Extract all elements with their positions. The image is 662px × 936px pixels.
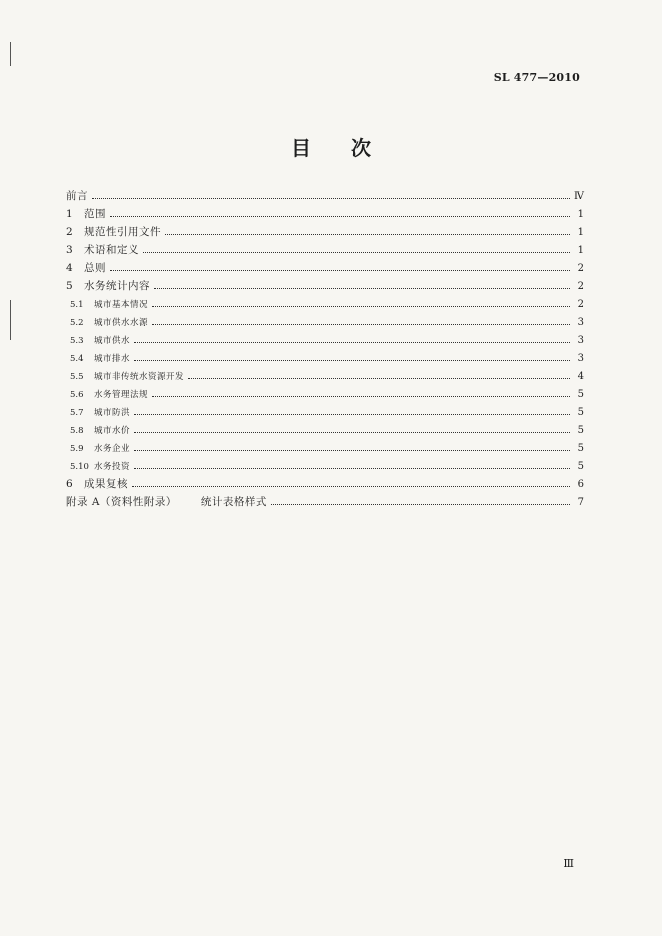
toc-entry-number: 5.10 xyxy=(70,462,89,472)
toc-entry-label: 城市排水 xyxy=(94,354,131,364)
toc-entry-number: 3 xyxy=(66,244,73,256)
toc-entry[interactable] xyxy=(66,205,584,223)
title-char-2: 次 xyxy=(351,136,371,160)
toc-entry-label: 水务投资 xyxy=(94,462,131,472)
standard-code: SL 477—2010 xyxy=(493,71,580,84)
toc-entry[interactable] xyxy=(66,385,584,403)
toc-entry-label: 城市水价 xyxy=(94,426,131,436)
toc-leader-dots xyxy=(152,313,570,325)
toc-entry[interactable] xyxy=(66,313,584,331)
toc-leader-dots xyxy=(165,223,570,235)
toc-entry[interactable] xyxy=(66,223,584,241)
toc-entry[interactable] xyxy=(66,439,584,457)
toc-leader-dots xyxy=(134,349,570,361)
title-char-1: 目 xyxy=(291,136,311,160)
toc-entry-number: 5.9 xyxy=(70,444,84,454)
table-of-contents xyxy=(66,187,584,511)
toc-leader-dots xyxy=(188,367,570,379)
toc-entry-number: 5 xyxy=(66,280,73,292)
toc-leader-dots xyxy=(152,295,570,307)
toc-entry-label: 城市供水 xyxy=(94,336,131,346)
toc-leader-dots xyxy=(110,259,570,271)
toc-entry[interactable] xyxy=(66,259,584,277)
toc-entry-page: 1 xyxy=(577,227,584,238)
toc-entry[interactable] xyxy=(66,349,584,367)
toc-entry-label: 范围 xyxy=(84,208,106,220)
toc-entry[interactable] xyxy=(66,295,584,313)
toc-entry-label: 前言 xyxy=(66,190,88,202)
toc-entry-page: 5 xyxy=(577,389,584,400)
toc-leader-dots xyxy=(271,493,570,505)
toc-entry-page: 5 xyxy=(577,461,584,472)
toc-entry-label: 水务管理法规 xyxy=(94,390,149,400)
toc-leader-dots xyxy=(154,277,570,289)
toc-entry[interactable] xyxy=(66,241,584,259)
scan-edge-mark xyxy=(10,300,11,340)
toc-entry-page: 2 xyxy=(577,299,584,310)
toc-leader-dots xyxy=(134,457,570,469)
toc-leader-dots xyxy=(92,187,570,199)
toc-entry-page: 3 xyxy=(577,353,584,364)
toc-entry[interactable] xyxy=(66,421,584,439)
toc-entry-page: 1 xyxy=(577,209,584,220)
toc-entry-label: 水务统计内容 xyxy=(84,280,150,292)
toc-entry-page: 2 xyxy=(577,263,584,274)
toc-entry-label: 城市非传统水资源开发 xyxy=(94,372,185,382)
footer-page-number: Ⅲ xyxy=(563,857,574,870)
toc-entry-page: 2 xyxy=(577,281,584,292)
toc-entry[interactable] xyxy=(66,187,584,205)
toc-entry-label: 城市供水水源 xyxy=(94,318,149,328)
toc-entry-label: 城市防洪 xyxy=(94,408,131,418)
toc-appendix-entry[interactable] xyxy=(66,493,584,511)
appendix-title: 统计表格样式 xyxy=(200,496,267,508)
toc-entry-label: 成果复核 xyxy=(84,478,128,490)
toc-leader-dots xyxy=(134,439,570,451)
toc-entry-number: 5.8 xyxy=(70,426,84,436)
toc-entry-page: 3 xyxy=(577,335,584,346)
toc-entry-page: 5 xyxy=(577,425,584,436)
toc-entry[interactable] xyxy=(66,331,584,349)
toc-leader-dots xyxy=(110,205,570,217)
toc-entry-number: 1 xyxy=(66,208,73,220)
toc-entry-page: 4 xyxy=(577,371,584,382)
toc-entry-number: 5.4 xyxy=(70,354,84,364)
toc-entry[interactable] xyxy=(66,367,584,385)
toc-entry-page: Ⅳ xyxy=(574,191,584,202)
toc-entry-number: 5.7 xyxy=(70,408,84,418)
toc-entry-number: 6 xyxy=(66,478,73,490)
toc-entry[interactable] xyxy=(66,277,584,295)
toc-entry-label: 城市基本情况 xyxy=(94,300,149,310)
toc-entry-number: 5.5 xyxy=(70,372,84,382)
toc-leader-dots xyxy=(134,421,570,433)
toc-entry-number: 5.3 xyxy=(70,336,84,346)
toc-entry-page: 5 xyxy=(577,407,584,418)
toc-entry-number: 5.6 xyxy=(70,390,84,400)
toc-leader-dots xyxy=(134,403,570,415)
toc-entry[interactable] xyxy=(66,475,584,493)
toc-entry-label: 水务企业 xyxy=(94,444,131,454)
toc-entry-number: 5.1 xyxy=(70,300,84,310)
scan-edge-mark xyxy=(10,42,11,66)
toc-leader-dots xyxy=(134,331,570,343)
toc-entry-page: 1 xyxy=(577,245,584,256)
toc-entry-number: 2 xyxy=(66,226,73,238)
toc-entry-page: 6 xyxy=(577,479,584,490)
toc-entry-page: 5 xyxy=(577,443,584,454)
toc-leader-dots xyxy=(152,385,570,397)
toc-entry-number: 5.2 xyxy=(70,318,84,328)
toc-entry[interactable] xyxy=(66,457,584,475)
appendix-page: 7 xyxy=(577,497,584,508)
toc-entry-page: 3 xyxy=(577,317,584,328)
toc-entry-label: 总则 xyxy=(84,262,106,274)
toc-entry-label: 术语和定义 xyxy=(84,244,139,256)
page-title xyxy=(0,132,662,161)
toc-leader-dots xyxy=(132,475,570,487)
toc-entry-label: 规范性引用文件 xyxy=(84,226,161,238)
toc-entry[interactable] xyxy=(66,403,584,421)
toc-leader-dots xyxy=(143,241,570,253)
appendix-label: 附录 A（资料性附录） xyxy=(66,496,177,508)
toc-entry-number: 4 xyxy=(66,262,73,274)
